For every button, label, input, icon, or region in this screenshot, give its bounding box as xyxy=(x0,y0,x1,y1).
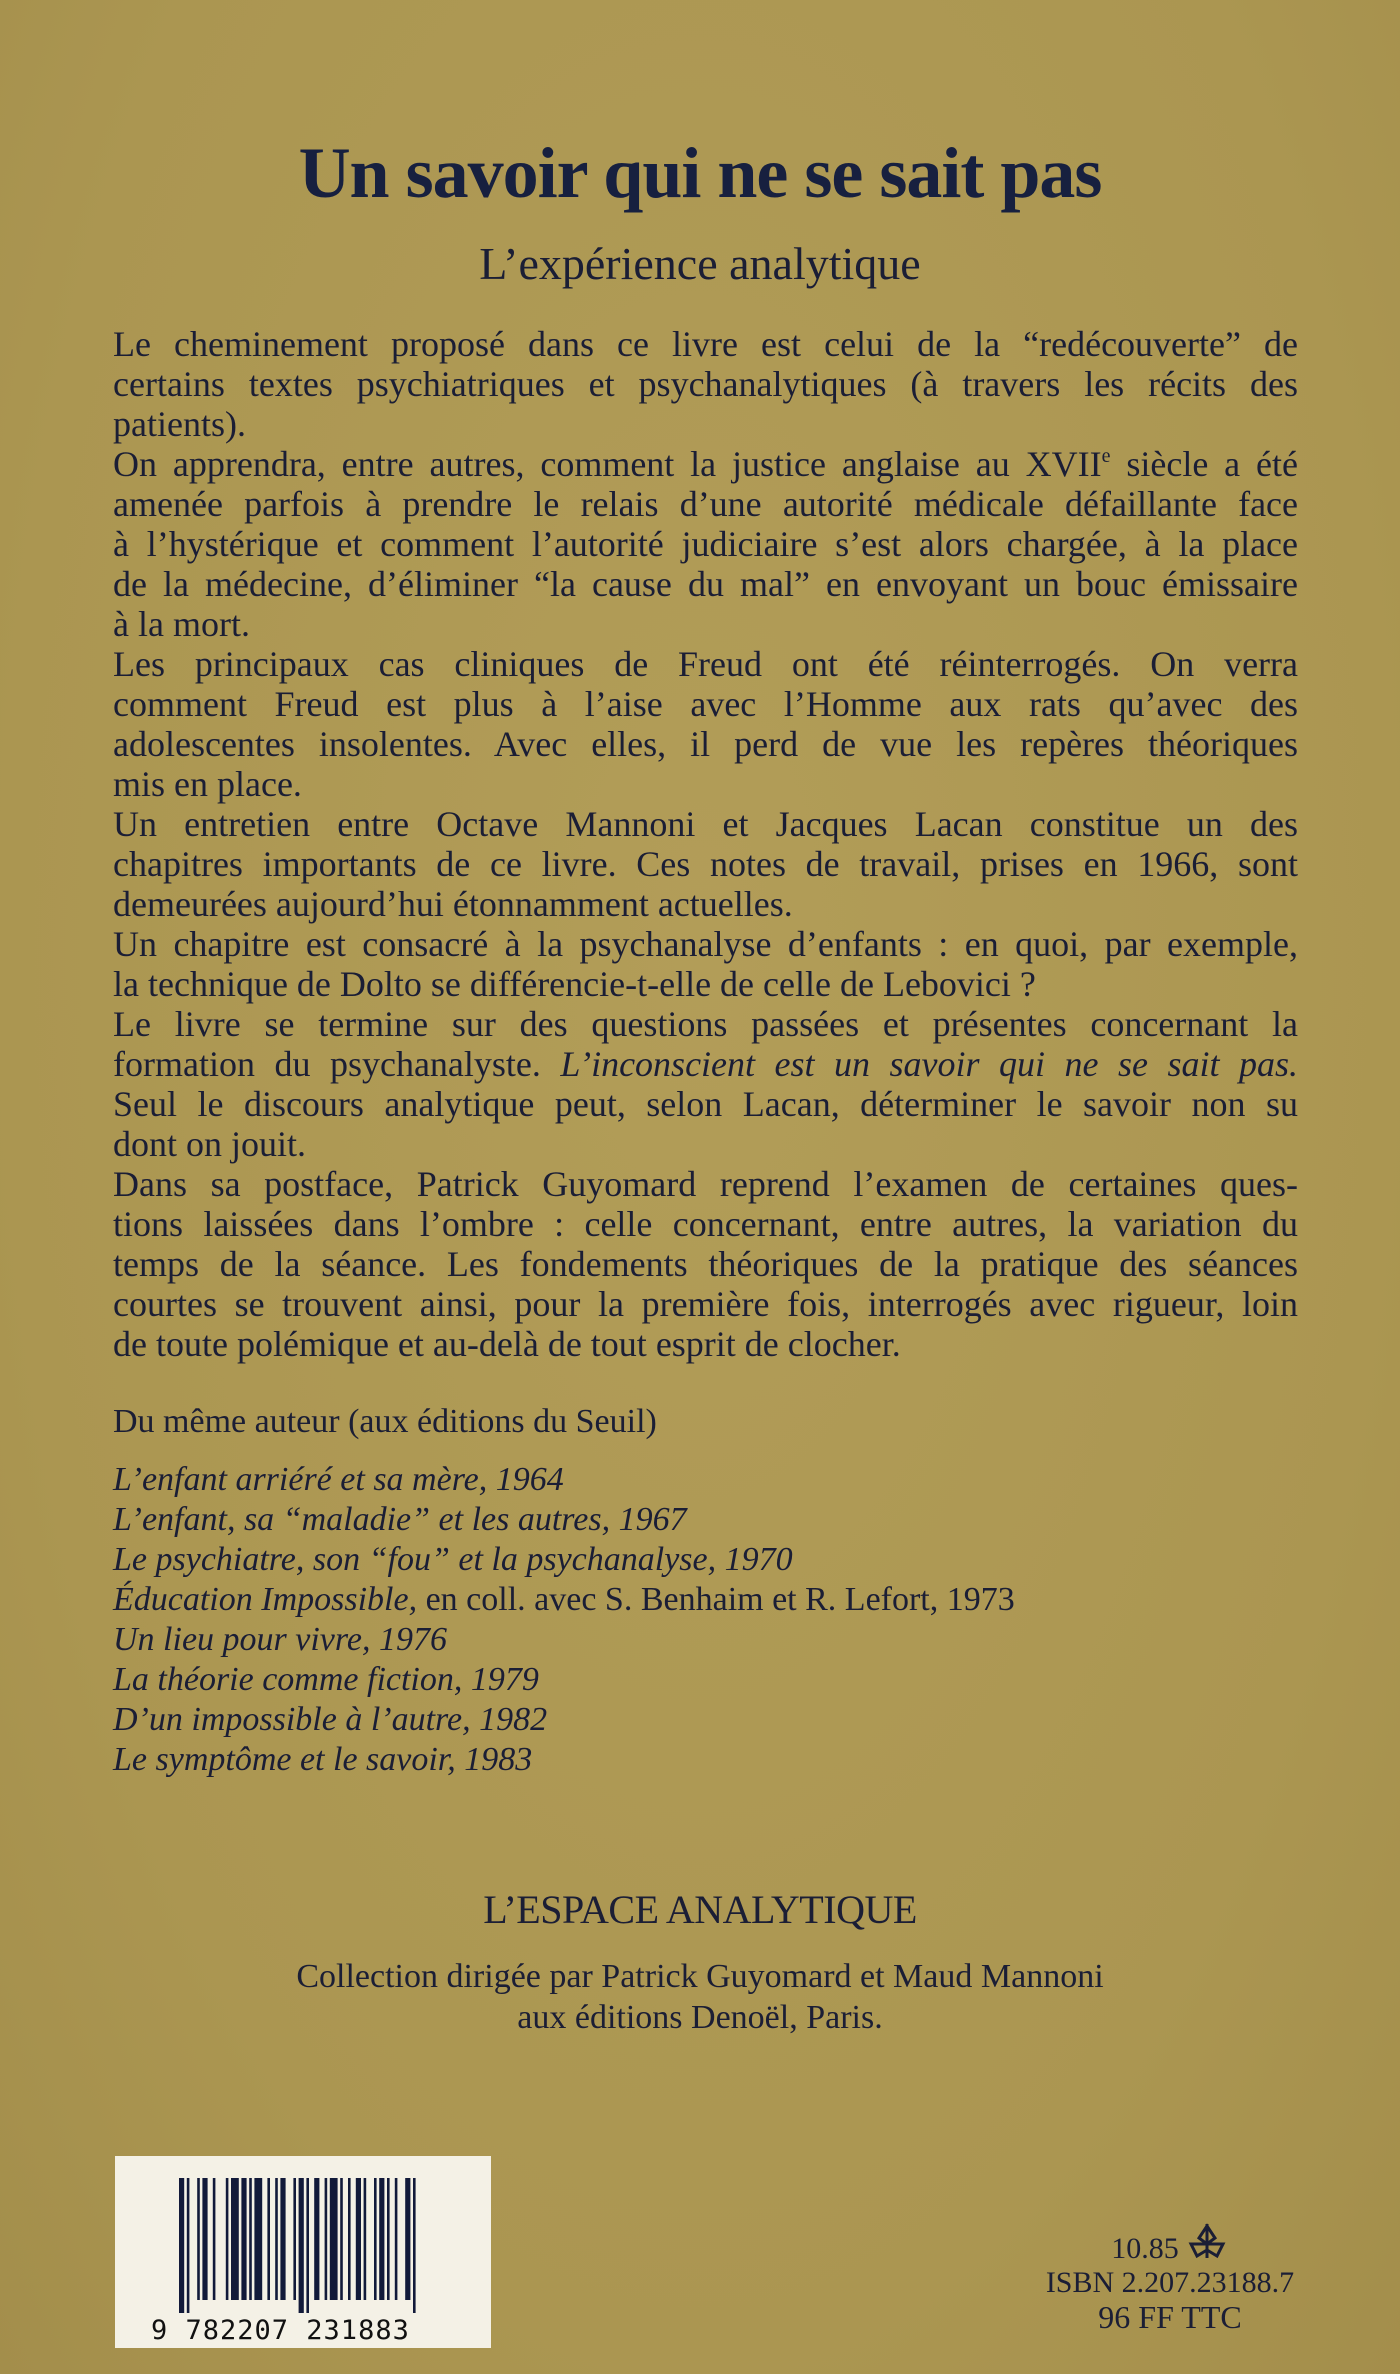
italic-quote: L’inconscient est un savoir qui ne se sait pas. xyxy=(560,1044,1299,1084)
barcode-bar xyxy=(293,2178,296,2300)
blurb-text xyxy=(113,324,1298,1364)
blurb-line: On apprendra, entre autres, comment la justice anglaise au XVIIe siècle a été xyxy=(113,444,1299,484)
other-work-title: D’un impossible à l’autre, 1982 xyxy=(113,1701,548,1738)
barcode-bar xyxy=(226,2178,229,2300)
book-subtitle: L’expérience analytique xyxy=(479,238,921,289)
barcode-bar xyxy=(254,2178,262,2300)
blurb-line: Seul le discours analytique peut, selon Lacan, déterminer le savoir non su xyxy=(113,1084,1298,1124)
blurb-line: tions laissées dans l’ombre : celle concernant, entre autres, la variation du xyxy=(113,1204,1298,1244)
blurb-line: de la médecine, d’éliminer “la cause du mal” en envoyant un bouc émissaire xyxy=(113,564,1298,604)
barcode-bar xyxy=(299,2178,304,2313)
isbn: ISBN 2.207.23188.7 xyxy=(1045,2266,1295,2299)
other-work-title: Le psychiatre, son “fou” et la psychanalyse, 1970 xyxy=(113,1541,793,1578)
collection-line: Collection dirigée par Patrick Guyomard et Maud Mannoni xyxy=(296,1958,1104,1995)
collection-description xyxy=(0,1956,1400,2038)
blurb-line: mis en place. xyxy=(113,764,302,804)
blurb-line: Un chapitre est consacré à la psychanalyse d’enfants : en quoi, par exemple, xyxy=(113,924,1298,964)
other-work-item xyxy=(113,1580,1015,1620)
barcode-bar xyxy=(197,2178,200,2300)
barcode-bar xyxy=(405,2178,410,2300)
barcode-bar xyxy=(267,2178,270,2300)
other-work-item xyxy=(113,1740,1015,1780)
other-work-item xyxy=(113,1660,1015,1700)
barcode-bar xyxy=(356,2178,361,2300)
other-work-item xyxy=(113,1460,1015,1500)
barcode-bar xyxy=(340,2178,343,2300)
book-title: Un savoir qui ne se sait pas xyxy=(298,133,1102,213)
barcode-bar xyxy=(364,2178,367,2300)
barcode-bar xyxy=(395,2178,398,2300)
collection-line: aux éditions Denoël, Paris. xyxy=(517,1999,883,2036)
blurb-line: certains textes psychiatriques et psychanalytiques (à travers les récits des xyxy=(113,364,1298,404)
barcode-bar xyxy=(325,2178,328,2300)
barcode-bar xyxy=(187,2178,190,2313)
other-work-item xyxy=(113,1540,1015,1580)
price-code: 10.85 xyxy=(1111,2232,1179,2265)
pricing-block xyxy=(1030,2222,1310,2334)
barcode-bar xyxy=(249,2178,252,2300)
other-work-title: Un lieu pour vivre, 1976 xyxy=(113,1621,447,1658)
barcode-bar xyxy=(348,2178,351,2300)
other-work-title: L’enfant, sa “maladie” et les autres, 1967 xyxy=(113,1501,687,1538)
blurb-line: comment Freud est plus à l’aise avec l’Homme aux rats qu’avec des xyxy=(113,684,1298,724)
other-works-list xyxy=(113,1460,1015,1780)
barcode-bar xyxy=(280,2178,285,2300)
other-work-item xyxy=(113,1700,1015,1740)
barcode-digits: 9 782207 231883 xyxy=(151,2315,410,2346)
blurb-line: à la mort. xyxy=(113,604,250,644)
other-work-note: en coll. avec S. Benhaim et R. Lefort, 1973 xyxy=(417,1581,1015,1618)
blurb-line: la technique de Dolto se différencie-t-elle de celle de Lebovici ? xyxy=(113,964,1036,1004)
blurb-line: patients). xyxy=(113,404,246,444)
price: 96 FF TTC xyxy=(1098,2299,1242,2335)
blurb-line: formation du psychanalyste. L’inconscient est un savoir qui ne se sait pas. xyxy=(113,1044,1299,1084)
blurb-line: courtes se trouvent ainsi, pour la première fois, interrogés avec rigueur, loin xyxy=(113,1284,1298,1324)
blurb-line: de toute polémique et au-delà de tout esprit de clocher. xyxy=(113,1324,901,1364)
barcode-bar xyxy=(387,2178,390,2300)
barcode-bar xyxy=(374,2178,377,2300)
other-work-item xyxy=(113,1620,1015,1660)
other-work-item xyxy=(113,1500,1015,1540)
barcode-bar xyxy=(306,2178,309,2313)
blurb-line: chapitres importants de ce livre. Ces notes de travail, prises en 1966, sont xyxy=(113,844,1298,884)
blurb-line: Le cheminement proposé dans ce livre est celui de la “redécouverte” de xyxy=(113,324,1298,364)
barcode-bar xyxy=(314,2178,319,2300)
blurb-line: Dans sa postface, Patrick Guyomard reprend l’examen de certaines ques- xyxy=(113,1164,1298,1204)
superscript: e xyxy=(1101,445,1111,467)
barcode-bar xyxy=(379,2178,384,2300)
barcode-bar xyxy=(413,2178,416,2313)
blurb-line: adolescentes insolentes. Avec elles, il perd de vue les repères théoriques xyxy=(113,724,1298,764)
barcode-bar xyxy=(241,2178,246,2300)
other-work-title: La théorie comme fiction, 1979 xyxy=(113,1661,539,1698)
blurb-line: à l’hystérique et comment l’autorité judiciaire s’est alors chargée, à la place xyxy=(113,524,1298,564)
blurb-line: amenée parfois à prendre le relais d’une autorité médicale défaillante face xyxy=(113,484,1298,524)
barcode-bar xyxy=(231,2178,239,2300)
collection-name: L’ESPACE ANALYTIQUE xyxy=(483,1887,917,1932)
barcode xyxy=(115,2156,491,2348)
blurb-line: Le livre se termine sur des questions passées et présentes concernant la xyxy=(113,1004,1298,1044)
blurb-line: demeurées aujourd’hui étonnamment actuelles. xyxy=(113,884,793,924)
barcode-bar xyxy=(213,2178,216,2300)
barcode-bar xyxy=(275,2178,278,2300)
blurb-line: dont on jouit. xyxy=(113,1124,307,1164)
barcode-bars xyxy=(179,2178,479,2313)
blurb-line: temps de la séance. Les fondements théoriques de la pratique des séances xyxy=(113,1244,1298,1284)
blurb-line: Les principaux cas cliniques de Freud ont été réinterrogés. On verra xyxy=(113,644,1298,684)
other-work-title: Le symptôme et le savoir, 1983 xyxy=(113,1741,533,1778)
other-work-title: Éducation Impossible, xyxy=(113,1581,418,1618)
other-work-title: L’enfant arriéré et sa mère, 1964 xyxy=(113,1461,564,1498)
publisher-logo-icon xyxy=(1185,2222,1229,2262)
blurb-line: Un entretien entre Octave Mannoni et Jacques Lacan constitue un des xyxy=(113,804,1298,844)
barcode-bar xyxy=(202,2178,207,2300)
barcode-bar xyxy=(330,2178,338,2300)
barcode-bar xyxy=(179,2178,184,2313)
other-works-heading: Du même auteur (aux éditions du Seuil) xyxy=(113,1403,657,1440)
